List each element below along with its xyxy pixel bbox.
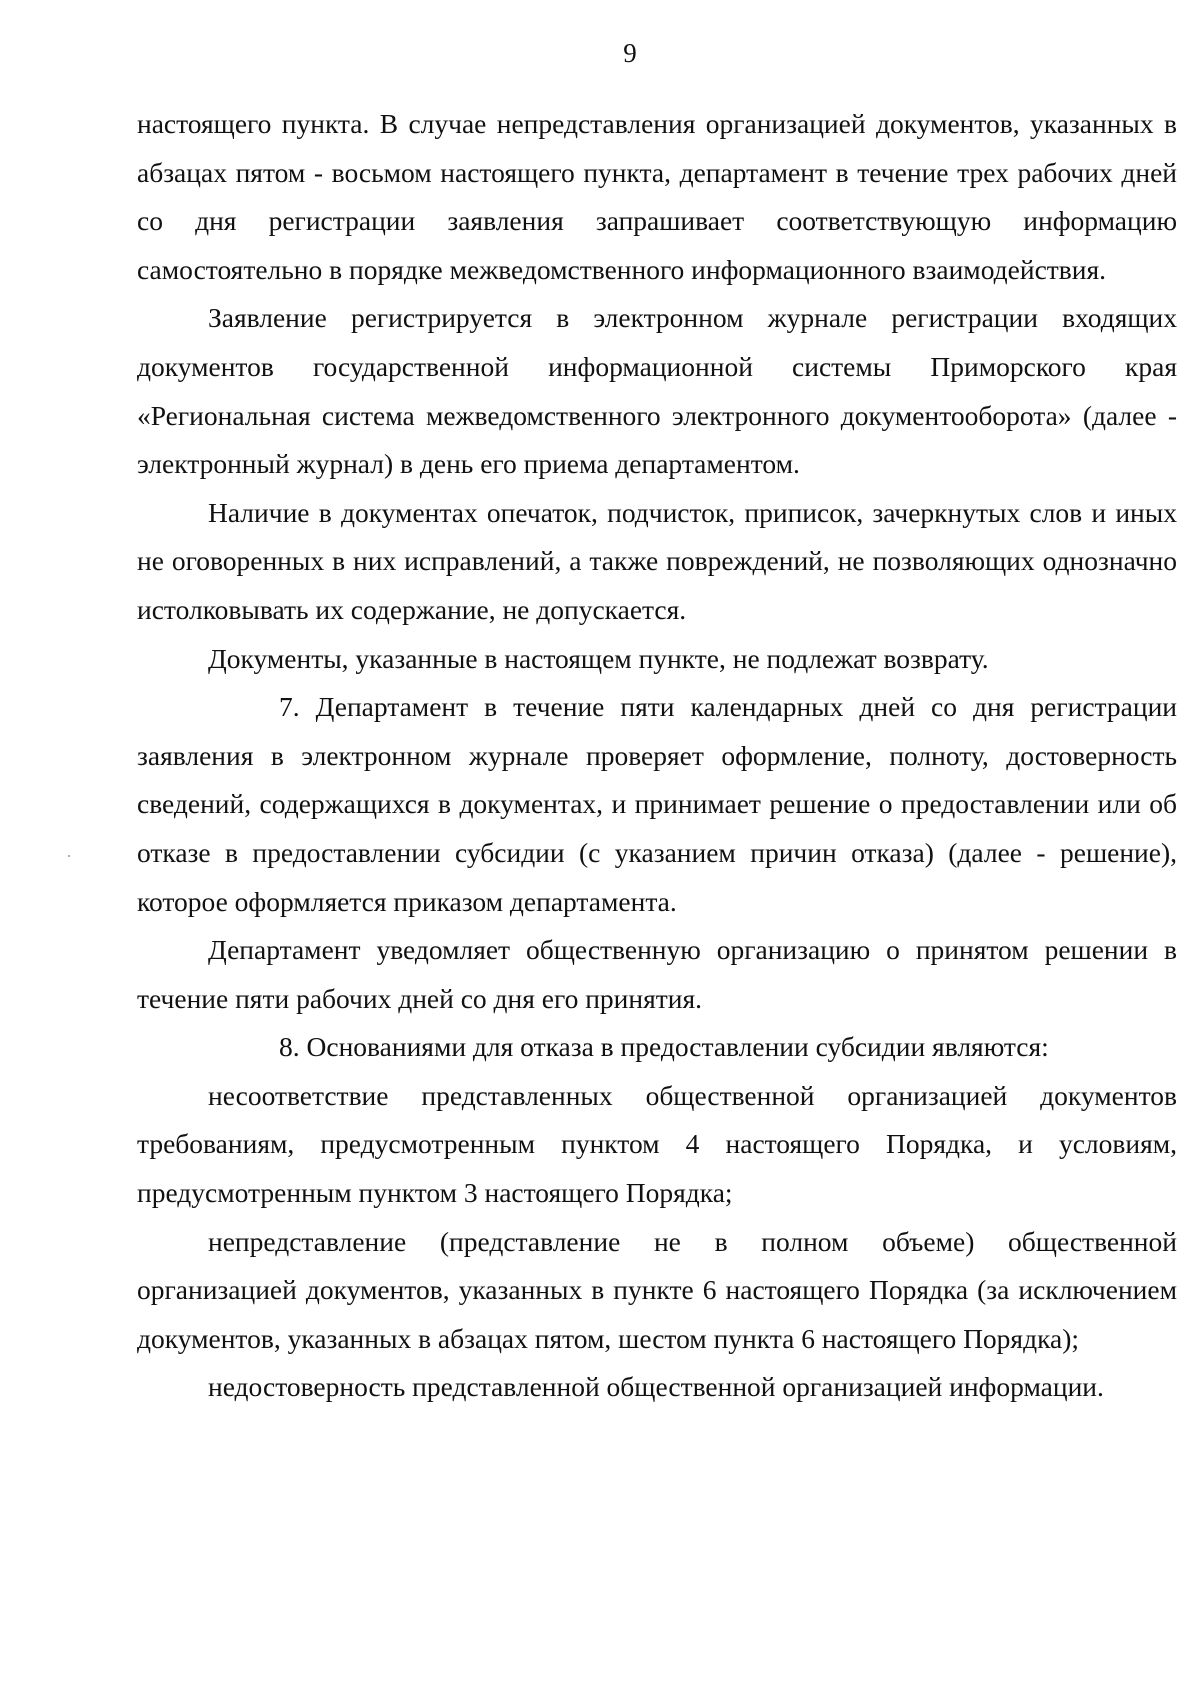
item-number: 7. [279,691,300,723]
paragraph-notification [137,926,1177,1023]
page-number: 9 [623,38,637,68]
paragraph-refusal-ground-3 [137,1363,1177,1412]
paragraph-registration [137,294,1177,488]
paragraph-item-8 [137,1023,1177,1072]
item-number: 8. [279,1031,300,1063]
paragraph-text: Заявление регистрируется в электронном журнале регистрации входящих документов государственной информационной системы Приморского края «Региональная система межведомственного электронного документооборота» (далее - электронный журнал) в день его приема департаментом. [137,302,1177,480]
paragraph-text: недостоверность представленной общественной организацией информации. [208,1371,1104,1403]
paragraph-text: Департамент уведомляет общественную организацию о принятом решении в течение пяти рабочих дней со дня его принятия. [137,934,1177,1014]
paragraph-text: Документы, указанные в настоящем пункте, не подлежат возврату. [208,642,989,674]
paragraph-no-return [137,635,1177,684]
paragraph-text: непредставление (представление не в полном объеме) общественной организацией документов, указанных в пункте 6 настоящего Порядка (за исключением документов, указанных в абзацах пятом, шестом пункта 6 настоящего Порядка); [137,1225,1177,1354]
paragraph-text: Департамент в течение пяти календарных дней со дня регистрации заявления в электронном журнале проверяет оформление, полноту, достоверность сведений, содержащихся в документах, и принимает решение о предоставлении или об отказе в предоставлении субсидии (с указанием причин отказа) (далее - решение), которое оформляется приказом департамента. [137,691,1177,917]
paragraph-text: Основаниями для отказа в предоставлении субсидии являются: [306,1031,1049,1063]
paragraph-continuation [137,100,1177,294]
paragraph-defects [137,489,1177,635]
paragraph-item-7 [137,683,1177,926]
scan-speck [68,855,70,857]
paragraph-text: настоящего пункта. В случае непредставления организацией документов, указанных в абзацах пятом - восьмом настоящего пункта, департамент в течение трех рабочих дней со дня регистрации заявления запрашивает соответствующую информацию самостоятельно в порядке межведомственного информационного взаимодействия. [137,108,1177,285]
paragraph-refusal-ground-2 [137,1218,1177,1364]
paragraph-text: Наличие в документах опечаток, подчисток, приписок, зачеркнутых слов и иных не оговоренных в них исправлений, а также повреждений, не позволяющих однозначно истолковывать их содержание, не допускается. [137,496,1177,625]
paragraph-text: несоответствие представленных общественной организацией документов требованиям, предусмотренным пунктом 4 настоящего Порядка, и условиям, предусмотренным пунктом 3 настоящего Порядка; [137,1079,1177,1209]
document-body [137,100,1177,1412]
paragraph-refusal-ground-1 [137,1072,1177,1218]
